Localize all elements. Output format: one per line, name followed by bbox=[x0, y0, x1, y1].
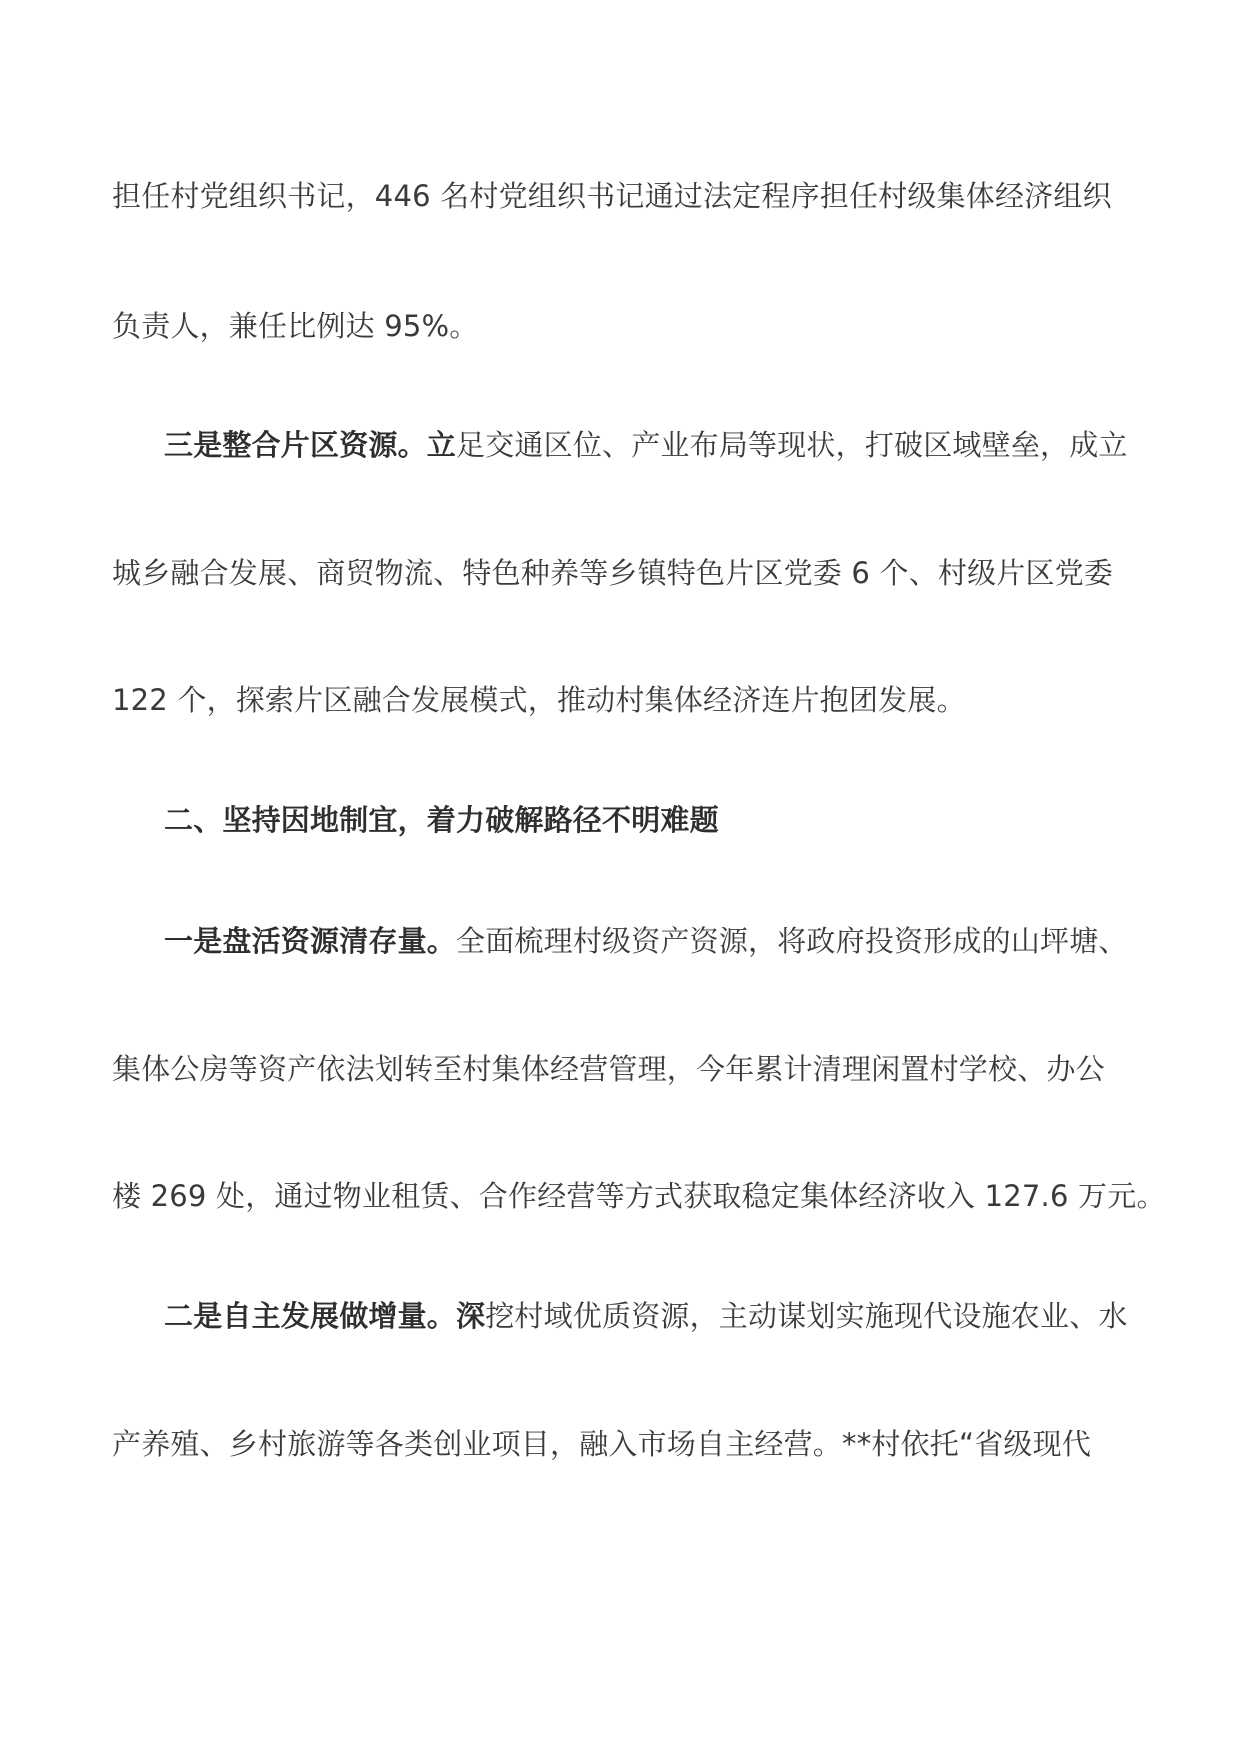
line-text: 负责人，兼任比例达 95%。 bbox=[112, 309, 479, 343]
line-text: 足交通区位、产业布局等现状，打破区域壁垒，成立 bbox=[456, 428, 1128, 462]
line-text: 122 个，探索片区融合发展模式，推动村集体经济连片抱团发展。 bbox=[112, 683, 966, 717]
paragraph-line bbox=[112, 1176, 1166, 1216]
paragraph-line bbox=[112, 553, 1132, 593]
section-heading-text: 二、坚持因地制宜，着力破解路径不明难题 bbox=[164, 803, 719, 837]
line-text: 城乡融合发展、商贸物流、特色种养等乡镇特色片区党委 6 个、村级片区党委 bbox=[112, 556, 1114, 590]
line-text: 集体公房等资产依法划转至村集体经营管理，今年累计清理闲置村学校、办公 bbox=[112, 1052, 1105, 1086]
paragraph-lead: 三是整合片区资源。立 bbox=[164, 428, 457, 462]
paragraph-line bbox=[112, 176, 1132, 216]
line-text: 担任村党组织书记，446 名村党组织书记通过法定程序担任村级集体经济组织 bbox=[112, 179, 1112, 213]
paragraph-line bbox=[164, 921, 1184, 961]
paragraph-line bbox=[164, 425, 1184, 465]
paragraph-line bbox=[164, 1296, 1184, 1336]
paragraph-line bbox=[112, 306, 1132, 346]
line-text: 挖村域优质资源，主动谋划实施现代设施农业、水 bbox=[485, 1299, 1128, 1333]
line-text: 楼 269 处，通过物业租赁、合作经营等方式获取稳定集体经济收入 127.6 万元。 bbox=[112, 1179, 1166, 1213]
paragraph-line bbox=[112, 1424, 1132, 1464]
section-heading bbox=[164, 800, 1184, 840]
paragraph-line bbox=[112, 1049, 1132, 1089]
paragraph-line bbox=[112, 680, 1132, 720]
line-text: 全面梳理村级资产资源，将政府投资形成的山坪塘、 bbox=[456, 924, 1128, 958]
paragraph-lead: 一是盘活资源清存量。 bbox=[164, 924, 457, 958]
paragraph-lead: 二是自主发展做增量。深 bbox=[164, 1299, 486, 1333]
line-text: 产养殖、乡村旅游等各类创业项目，融入市场自主经营。**村依托“省级现代 bbox=[112, 1427, 1092, 1461]
